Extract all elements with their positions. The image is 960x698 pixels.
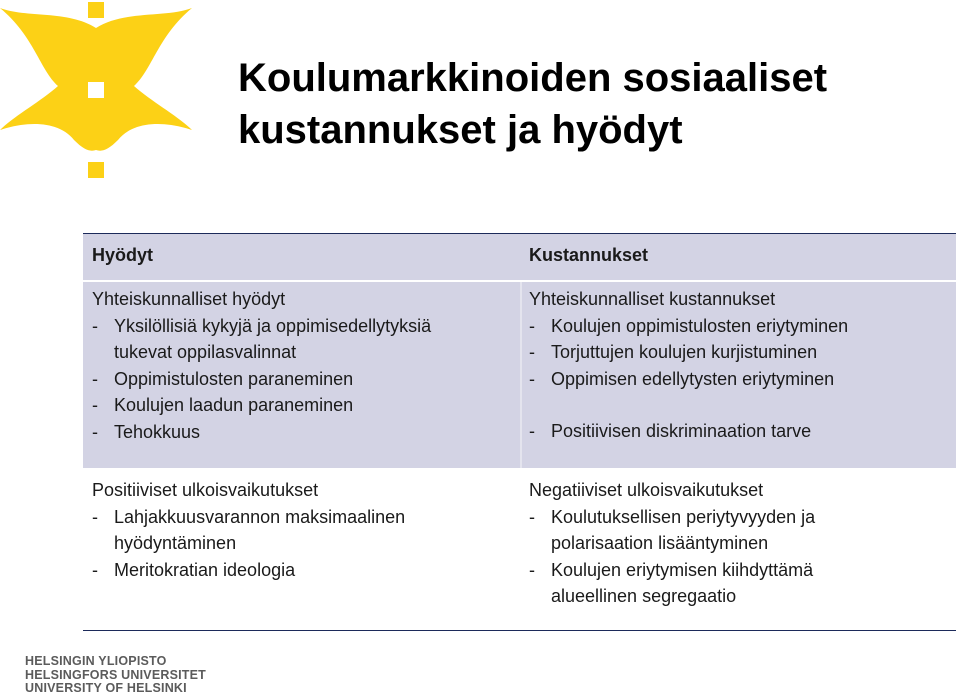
dash-marker: - (529, 421, 535, 441)
dash-marker: - (92, 395, 98, 415)
dash-marker: - (92, 368, 98, 389)
list-item (529, 504, 956, 557)
social-costs-cell (520, 282, 956, 468)
university-wordmark (25, 655, 206, 696)
dash-marker: - (92, 506, 98, 527)
list-item-text: Positiivisen diskriminaation tarve (551, 421, 812, 441)
wordmark-line-en: UNIVERSITY OF HELSINKI (25, 681, 187, 695)
list-item-text: hyödyntäminen (114, 533, 237, 553)
list-item (92, 366, 520, 393)
list-item (92, 419, 520, 446)
list-item (92, 313, 520, 366)
list-item-text: Koulujen laadun paraneminen (114, 395, 354, 415)
list-item (92, 392, 520, 419)
list-item (529, 366, 956, 393)
table-header-row (83, 234, 956, 282)
list-item-text: Lahjakkuusvarannon maksimaalinen (114, 506, 406, 527)
dash-marker: - (529, 506, 535, 527)
list-item-text: Oppimisen edellytysten eriytyminen (551, 368, 835, 389)
list-item (529, 418, 956, 445)
positive-externalities-cell (83, 470, 520, 630)
slide-title: Koulumarkkinoiden sosiaaliset kustannukset ja hyödyt (238, 56, 828, 152)
dash-marker: - (529, 315, 535, 336)
social-benefits-heading: Yhteiskunnalliset hyödyt (92, 289, 286, 309)
list-item (529, 313, 956, 340)
list-item-text: Tehokkuus (114, 421, 201, 442)
external-effects-row (83, 470, 956, 630)
dash-marker: - (92, 421, 98, 442)
list-item-text: Koulujen oppimistulosten eriytyminen (551, 315, 849, 336)
dash-marker: - (529, 368, 535, 389)
list-item-text: alueellinen segregaatio (551, 586, 737, 606)
list-item (529, 339, 956, 366)
list-item-text: polarisaation lisääntyminen (551, 533, 769, 553)
benefits-header: Hyödyt (92, 245, 154, 265)
dash-marker: - (529, 342, 535, 362)
list-item (92, 504, 520, 557)
list-item-text: Oppimistulosten paraneminen (114, 368, 354, 389)
list-item-text: Torjuttujen koulujen kurjistuminen (551, 342, 818, 362)
negative-externalities-cell (520, 470, 956, 630)
list-item-text: Koulujen eriytymisen kiihdyttämä (551, 559, 814, 580)
costs-header: Kustannukset (529, 245, 649, 265)
positive-externalities-heading: Positiiviset ulkoisvaikutukset (92, 480, 319, 500)
social-benefits-cell (83, 282, 520, 468)
list-item-text: Koulutuksellisen periytyvyyden ja (551, 506, 816, 527)
benefits-costs-table (83, 233, 956, 631)
column-divider (520, 282, 522, 468)
list-item-text: tukevat oppilasvalinnat (114, 342, 297, 362)
wordmark-line-sv: HELSINGFORS UNIVERSITET (25, 667, 207, 682)
wordmark-line-fi: HELSINGIN YLIOPISTO (25, 654, 167, 668)
dash-marker: - (529, 559, 535, 580)
list-item (529, 557, 956, 610)
list-item-text: Yksilöllisiä kykyjä ja oppimisedellytyksiä (114, 315, 432, 336)
dash-marker: - (92, 315, 98, 336)
dash-marker: - (92, 559, 98, 580)
negative-externalities-heading: Negatiiviset ulkoisvaikutukset (529, 480, 764, 500)
list-item-text: Meritokratian ideologia (114, 559, 296, 580)
university-flame-logo (0, 0, 200, 185)
social-costs-heading: Yhteiskunnalliset kustannukset (529, 289, 776, 309)
list-item (92, 557, 520, 584)
